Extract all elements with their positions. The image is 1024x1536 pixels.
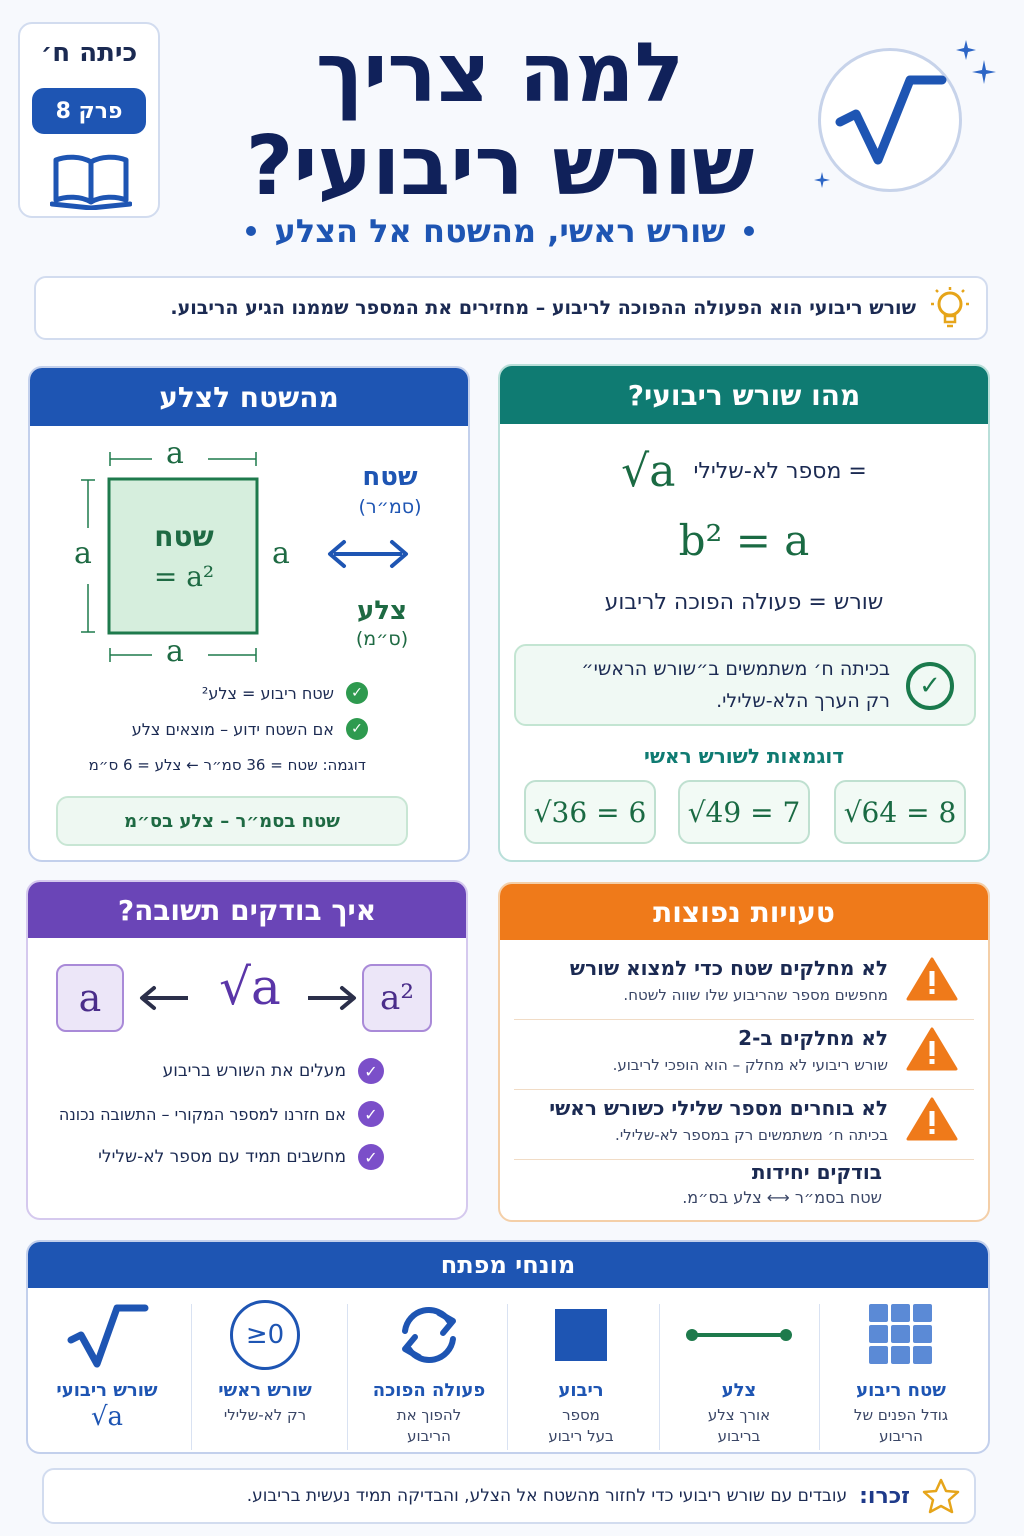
note-line-2: רק הערך הלא-שלילי.	[716, 690, 890, 712]
term-principal	[190, 1296, 340, 1426]
term-name: ריבוע	[558, 1380, 604, 1401]
check-step-text: מעלים את השורש בריבוע	[162, 1061, 346, 1081]
term-desc: בעל ריבוע	[548, 1427, 614, 1445]
what-card-header	[500, 366, 988, 424]
example-box: √64 = 8	[834, 780, 966, 844]
side-label-left: a	[74, 536, 92, 571]
example-box: √36 = 6	[524, 780, 656, 844]
sparkle-small-icon	[812, 170, 832, 190]
side-unit: (ס״מ)	[355, 628, 409, 650]
term-name: שטח ריבוע	[856, 1380, 946, 1401]
check-step	[163, 1058, 384, 1084]
check-icon: ✓	[358, 1144, 384, 1170]
area-card-title: מהשטח לצלע	[159, 380, 339, 414]
what-card-title: מהו שורש ריבועי?	[627, 378, 861, 412]
radical-emblem	[818, 48, 962, 192]
divider	[819, 1304, 820, 1450]
sqrt-a-center: √a	[219, 958, 281, 1016]
area-word: שטח	[362, 462, 418, 492]
intro-banner	[34, 276, 988, 340]
warning-icon	[906, 1096, 958, 1142]
mistake-desc: שורש ריבועי לא מחלק – הוא הופכי לריבוע.	[612, 1056, 888, 1074]
examples-title: דוגמאות לשורש ראשי	[643, 744, 845, 768]
intro-text: שורש ריבועי הוא הפעולה ההפוכה לריבוע – מחזירים את המספר שממנו הגיע הריבוע.	[170, 297, 916, 319]
grade-badge	[18, 22, 160, 218]
term-inverse	[354, 1296, 504, 1447]
subtitle	[200, 212, 800, 250]
divider	[659, 1304, 660, 1450]
grade-label: כיתה ח׳	[40, 38, 138, 68]
double-arrow-icon	[326, 536, 410, 572]
side-label-top: a	[166, 436, 184, 471]
area-card-header	[30, 368, 468, 426]
square-equation: b² = a	[678, 516, 810, 565]
term-sqrt	[32, 1296, 182, 1432]
grid-icon	[867, 1302, 935, 1368]
check-step	[98, 1144, 384, 1170]
check-step-text: מחשבים תמיד עם מספר לא-שלילי	[98, 1147, 346, 1167]
term-desc: רק לא-שלילי	[223, 1406, 307, 1424]
area-check-1	[202, 682, 368, 704]
term-desc: הריבוע	[879, 1427, 923, 1445]
bullet-dot	[744, 226, 754, 236]
side-word: צלע	[356, 596, 408, 626]
check-card-header	[28, 882, 466, 938]
term-desc: גודל הפנים של	[853, 1406, 949, 1424]
units-check-desc: שטח בסמ״ר ⟷ צלע בס״מ.	[682, 1188, 882, 1207]
area-to-side-card	[28, 366, 470, 862]
mistakes-card-title: טעויות נפוצות	[653, 895, 835, 929]
mistakes-card-header	[500, 884, 988, 940]
check-card-title: איך בודקים תשובה?	[117, 893, 377, 927]
units-pill-text: שטח בסמ״ר – צלע בס״מ	[124, 810, 340, 832]
radical-icon	[65, 1302, 149, 1368]
terms-header	[28, 1242, 988, 1288]
term-area	[826, 1296, 976, 1447]
side-label-right: a	[272, 536, 290, 571]
area-inner-eq: = a²	[153, 560, 215, 593]
chapter-label: פרק 8	[55, 98, 123, 124]
area-unit: (סמ״ר)	[358, 496, 422, 518]
mistake-title: לא מחלקים ב-2	[738, 1026, 888, 1050]
remember-label: זכרו:	[859, 1483, 910, 1509]
nonneg-text: = מספר לא-שלילי	[693, 459, 867, 484]
side-label-bottom: a	[166, 634, 184, 669]
key-terms-card	[26, 1240, 990, 1454]
divider	[514, 1159, 974, 1160]
common-mistakes-card	[498, 882, 990, 1222]
divider	[347, 1304, 348, 1450]
subtitle-text: שורש ראשי, מהשטח אל הצלע	[274, 212, 726, 250]
principal-note	[514, 644, 976, 726]
chapter-pill	[32, 88, 146, 134]
sqrt-def-row	[500, 446, 988, 497]
term-name: פעולה הפוכה	[372, 1380, 486, 1401]
bullet-dot	[246, 226, 256, 236]
check-answer-card	[26, 880, 468, 1220]
page-title	[200, 28, 800, 214]
term-side	[664, 1296, 814, 1447]
sparkle-icon	[952, 38, 1004, 90]
example-box: √49 = 7	[678, 780, 810, 844]
sqrt-a-symbol: √a	[621, 446, 676, 497]
term-desc: √a	[90, 1402, 124, 1432]
term-desc: אורך צלע	[707, 1406, 771, 1424]
segment-icon	[684, 1323, 794, 1347]
star-icon	[922, 1478, 960, 1514]
area-check-1-text: שטח ריבוע = צלע²	[201, 683, 334, 703]
term-name: שורש ראשי	[218, 1380, 312, 1401]
arrow-left-icon	[138, 984, 190, 1012]
what-is-sqrt-card	[498, 364, 990, 862]
term-desc: מספר	[562, 1406, 600, 1424]
term-square	[506, 1296, 656, 1447]
area-inner-label: שטח	[154, 520, 214, 553]
a-squared-box: a²	[362, 964, 432, 1032]
mistake-title: לא בוחרים מספר שלילי כשורש ראשי	[549, 1096, 888, 1120]
area-check-2	[132, 718, 368, 740]
check-icon: ✓	[346, 718, 368, 740]
geq-zero-icon	[230, 1300, 300, 1370]
mistake-desc: מחפשים מספר שהריבוע שלו שווה לשטח.	[623, 986, 888, 1004]
terms-title: מונחי מפתח	[440, 1251, 576, 1279]
check-circle-icon: ✓	[906, 662, 954, 710]
cycle-icon	[393, 1299, 465, 1371]
a-box: a	[56, 964, 124, 1032]
term-name: שורש ריבועי	[56, 1380, 158, 1401]
square-icon	[553, 1307, 609, 1363]
term-desc: בריבוע	[717, 1427, 761, 1445]
divider	[191, 1304, 192, 1450]
flow-row	[54, 958, 434, 1034]
term-name: צלע	[721, 1380, 757, 1401]
warning-icon	[906, 956, 958, 1002]
mistake-item	[500, 948, 988, 1018]
check-icon: ✓	[358, 1101, 384, 1127]
mistake-desc: בכיתה ח׳ משתמשים רק במספר לא-שלילי.	[615, 1126, 888, 1144]
arrow-right-icon	[306, 984, 358, 1012]
geq-zero-label: ≥0	[245, 1320, 285, 1350]
check-step-text: אם חזרנו למספר המקורי – התשובה נכונה	[58, 1104, 346, 1124]
mistake-item	[500, 1018, 988, 1088]
mistake-item	[500, 1088, 988, 1158]
area-example: דוגמה: שטח = 36 סמ״ר ← צלע = 6 ס״מ	[88, 756, 366, 774]
title-line-1: למה צריך	[315, 26, 685, 121]
radical-icon	[818, 48, 962, 192]
check-step	[59, 1101, 384, 1127]
area-check-2-text: אם השטח ידוע – מוצאים צלע	[131, 719, 334, 739]
remember-text: עובדים עם שורש ריבועי כדי לחזור מהשטח אל הצלע, והבדיקה תמיד נעשית בריבוע.	[246, 1486, 848, 1506]
divider	[507, 1304, 508, 1450]
term-desc: להפוך את	[396, 1406, 462, 1424]
book-icon	[50, 150, 132, 210]
check-icon: ✓	[346, 682, 368, 704]
check-icon: ✓	[358, 1058, 384, 1084]
note-line-1: בכיתה ח׳ משתמשים ב״שורש הראשי״	[581, 658, 890, 680]
warning-icon	[906, 1026, 958, 1072]
inverse-text: שורש = פעולה הפוכה לריבוע	[604, 590, 884, 615]
units-check-title: בודקים יחידות	[751, 1160, 882, 1184]
mistake-title: לא מחלקים שטח כדי למצוא שורש	[569, 956, 888, 980]
title-line-2: שורש ריבועי?	[245, 119, 755, 214]
lightbulb-icon	[930, 285, 970, 331]
units-pill	[56, 796, 408, 846]
remember-banner	[42, 1468, 976, 1524]
term-desc: הריבוע	[407, 1427, 451, 1445]
